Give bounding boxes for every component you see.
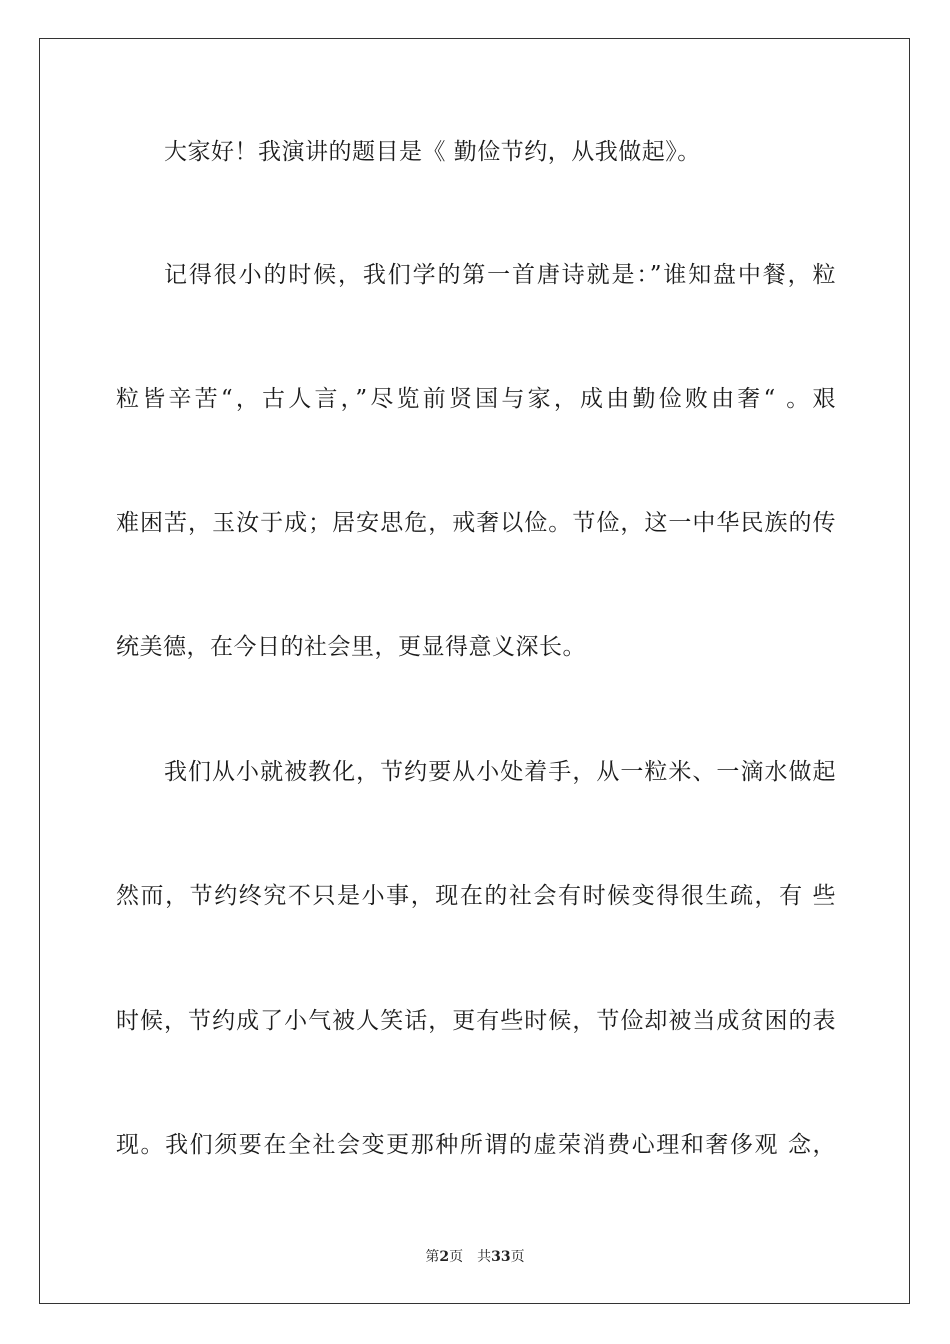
paragraph-line: 难困苦，玉汝于成；居安思危，戒奢以俭。节俭，这一中华民族的传 bbox=[116, 510, 836, 536]
paragraph-line: 我们从小就被教化，节约要从小处着手，从一粒米、一滴水做起 bbox=[164, 759, 836, 785]
footer-total-suffix: 页 bbox=[510, 1249, 525, 1265]
footer-prefix: 第 bbox=[425, 1249, 440, 1265]
total-pages: 33 bbox=[491, 1249, 511, 1265]
page-border bbox=[39, 38, 910, 1304]
page-footer bbox=[0, 1248, 950, 1266]
page-number: 2 bbox=[439, 1249, 450, 1265]
paragraph-line: 大家好！我演讲的题目是《 勤俭节约，从我做起》。 bbox=[164, 139, 701, 165]
footer-page-suffix: 页 bbox=[449, 1249, 464, 1265]
paragraph-line: 时候，节约成了小气被人笑话，更有些时候，节俭却被当成贫困的表 bbox=[116, 1008, 836, 1034]
paragraph-line: 记得很小的时候，我们学的第一首唐诗就是：”谁知盘中餐，粒 bbox=[164, 262, 836, 288]
paragraph-line: 现。我们须要在全社会变更那种所谓的虚荣消费心理和奢侈观 念， bbox=[116, 1132, 836, 1158]
footer-total-prefix: 共 bbox=[477, 1249, 492, 1265]
paragraph-line: 然而，节约终究不只是小事，现在的社会有时候变得很生疏，有 些 bbox=[116, 883, 836, 909]
paragraph-line: 粒皆辛苦“，古人言，”尽览前贤国与家，成由勤俭败由奢“ 。艰 bbox=[116, 386, 836, 412]
paragraph-line: 统美德，在今日的社会里，更显得意义深长。 bbox=[116, 634, 586, 660]
